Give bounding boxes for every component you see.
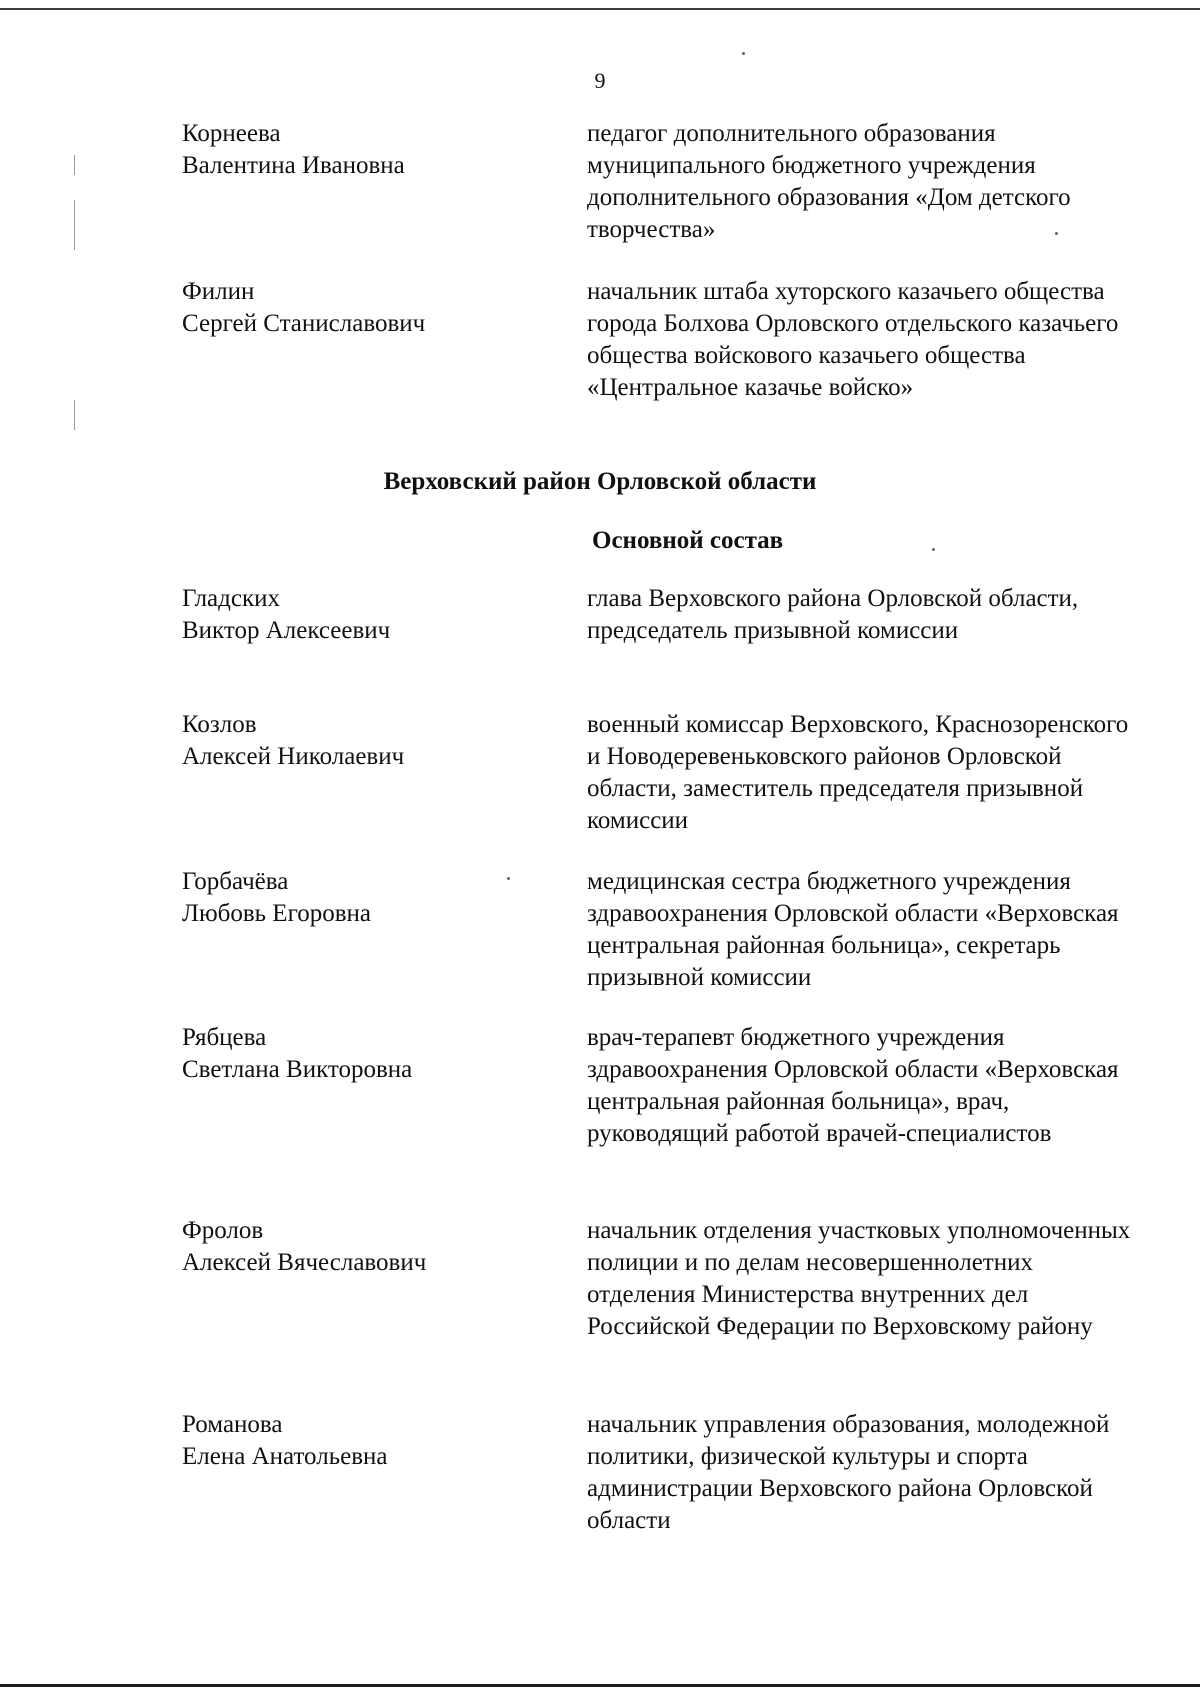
member-surname: Фролов xyxy=(182,1217,264,1244)
member-role: начальник штаба хуторского казачьего общества города Болхова Орловского отдельского казачьего общества войскового казачьего общества «Центральное казачье войско» xyxy=(587,278,1119,401)
member-name xyxy=(182,583,552,647)
scan-speck xyxy=(742,52,745,55)
member-given-name: Елена Анатольевна xyxy=(182,1443,388,1470)
member-role: врач-терапевт бюджетного учреждения здравоохранения Орловской области «Верховская центральная районная больница», врач, руководящий работой врачей-специалистов xyxy=(587,1024,1119,1147)
member-role: глава Верховского района Орловской области, председатель призывной комиссии xyxy=(587,585,1079,644)
member-role: начальник управления образования, молодежной политики, физической культуры и спорта администрации Верховского района Орловской области xyxy=(587,1411,1110,1534)
member-role: медицинская сестра бюджетного учреждения здравоохранения Орловской области «Верховская центральная районная больница», секретарь призывной комиссии xyxy=(587,868,1119,991)
member-name xyxy=(182,1215,552,1279)
scan-margin-mark xyxy=(74,200,75,250)
member-name xyxy=(182,276,552,340)
member-surname: Филин xyxy=(182,278,255,305)
member-surname: Гладских xyxy=(182,585,280,612)
member-surname: Горбачёва xyxy=(182,868,289,895)
member-name xyxy=(182,118,552,182)
member-role: педагог дополнительного образования муниципального бюджетного учреждения дополнительного образования «Дом детского творчества» xyxy=(587,120,1071,243)
member-role: начальник отделения участковых уполномоченных полиции и по делам несовершеннолетних отделения Министерства внутренних дел Российской Федерации по Верховскому району xyxy=(587,1217,1131,1340)
scan-speck xyxy=(932,548,935,551)
scan-speck xyxy=(1055,232,1058,235)
member-surname: Романова xyxy=(182,1411,283,1438)
scan-edge-top xyxy=(0,8,1200,10)
member-given-name: Валентина Ивановна xyxy=(182,152,405,179)
member-surname: Козлов xyxy=(182,711,257,738)
scan-edge-bottom xyxy=(0,1684,1200,1687)
page-number: 9 xyxy=(594,68,606,93)
member-given-name: Любовь Егоровна xyxy=(182,900,371,927)
member-name xyxy=(182,866,552,930)
member-role: военный комиссар Верховского, Краснозоренского и Новодеревеньковского районов Орловской области, заместитель председателя призывной комиссии xyxy=(587,711,1129,834)
member-given-name: Алексей Вячеславович xyxy=(182,1249,427,1276)
member-surname: Корнеева xyxy=(182,120,281,147)
member-name xyxy=(182,709,552,773)
member-name xyxy=(182,1022,552,1086)
scan-margin-mark xyxy=(74,155,75,175)
member-surname: Рябцева xyxy=(182,1024,267,1051)
scan-margin-mark xyxy=(74,400,75,430)
subsection-title: Основной состав xyxy=(592,527,784,554)
member-name xyxy=(182,1409,552,1473)
scan-speck xyxy=(507,877,510,880)
member-given-name: Светлана Викторовна xyxy=(182,1056,413,1083)
section-title: Верховский район Орловской области xyxy=(383,468,817,495)
member-given-name: Алексей Николаевич xyxy=(182,743,405,770)
member-given-name: Виктор Алексеевич xyxy=(182,617,391,644)
member-given-name: Сергей Станиславович xyxy=(182,310,426,337)
